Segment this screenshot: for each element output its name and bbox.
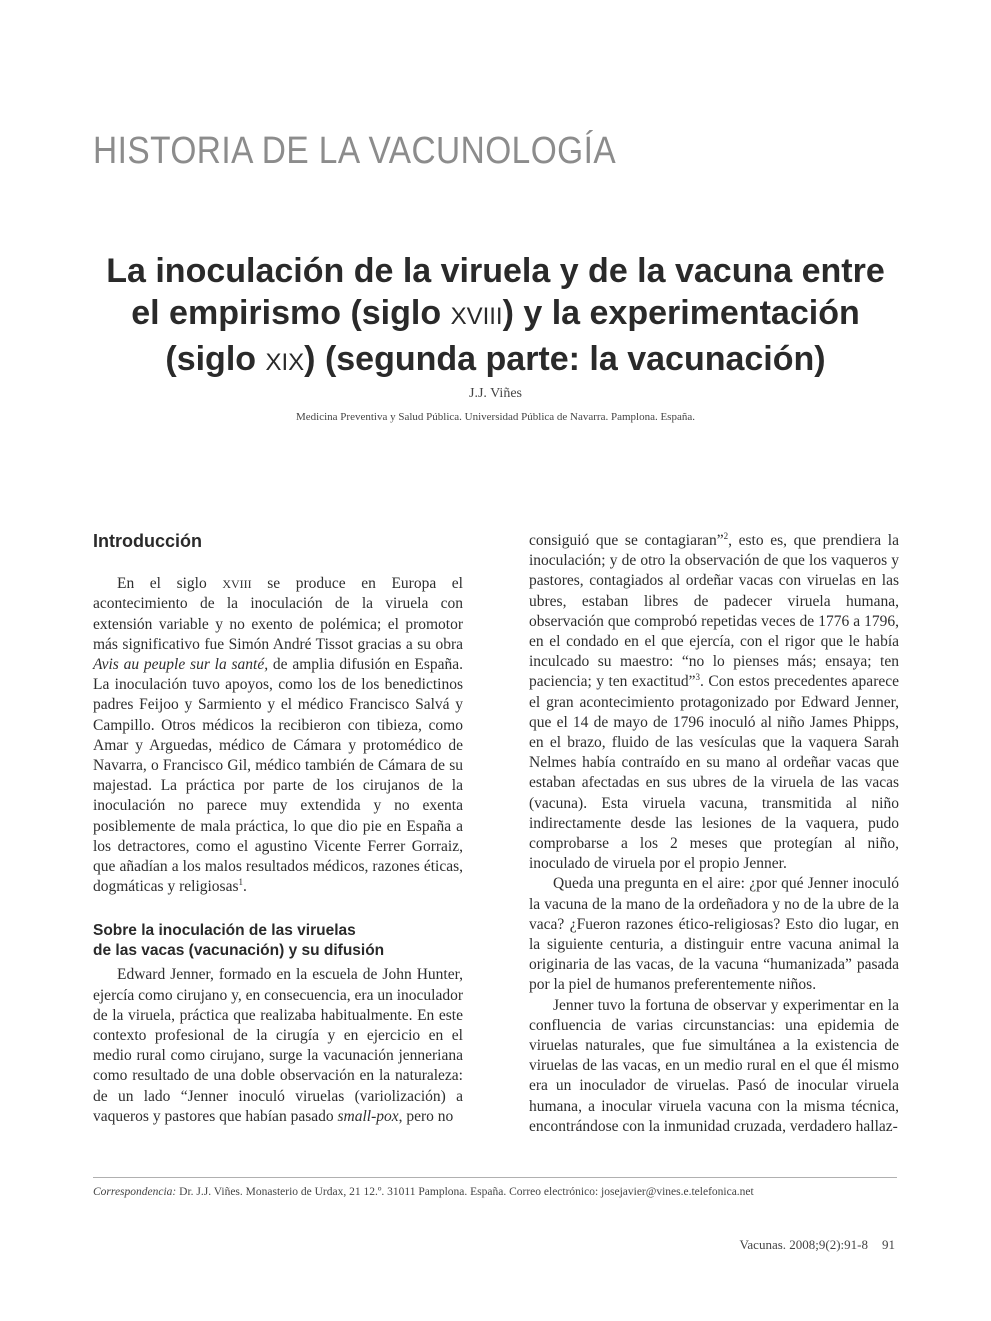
heading-introduction: Introducción (93, 531, 202, 551)
page-number: 91 (882, 1237, 895, 1252)
correspondence-footnote: Correspondencia: Dr. J.J. Viñes. Monasterio de Urdax, 21 12.º. 31011 Pamplona. España. Correo electrónico: josejavier@vines.e.telefonica.net (93, 1186, 754, 1198)
title-line-3: (siglo XIX) (segunda parte: la vacunación) (165, 340, 826, 378)
right-column (529, 531, 899, 1137)
section-header: HISTORIA DE LA VACUNOLOGÍA (93, 130, 617, 172)
reference-marker: 1 (238, 877, 243, 888)
heading-vaccination: Sobre la inoculación de las viruelas de las vacas (vacunación) y su difusión (93, 922, 385, 960)
reference-marker: 2 (723, 530, 729, 541)
paragraph-fortune: Jenner tuvo la fortuna de observar y experimentar en la confluencia de varias circunstancias: una epidemia de viruelas naturales, que fue simultánea a la existencia de viruelas de las vacas, en un medio rural en el que él mismo era un inoculador de viruelas. Pasó de inocular viruela humana, a inocular viruela vacuna con la misma técnica, encontrándose con la inmunidad cruzada, verdadero hallaz- (529, 996, 899, 1135)
century-small-caps: XVIII (450, 303, 503, 330)
work-title: Avis au peuple sur la santé, (93, 656, 269, 674)
article-title (60, 250, 931, 384)
footnote-divider (93, 1177, 897, 1178)
title-line-2: el empirismo (siglo XVIII) y la experimentación (131, 294, 860, 332)
paragraph-jenner: Edward Jenner, formado en la escuela de John Hunter, ejercía como cirujano y, en consecuencia, era un inoculador de la viruela, práctica que realizaba habitualmente. En este contexto profesional de la cirugía y en ejercicio en el medio rural como cirujano, surge la vacunación jenneriana como resultado de una doble observación en la naturaleza: de un lado “Jenner inoculó viruelas (variolización) a vaqueros y pastores que habían pasado small-pox, pero no (93, 966, 463, 1125)
paragraph-question: Queda una pregunta en el aire: ¿por qué Jenner inoculó la vacuna de la mano de la ordeñadora y no de la ubre de la vaca? ¿Fueron razones ético-religiosas? Esto dio lugar, en la siguiente centuria, a distinguir entre vacuna animal la originaria de las vacas, de la vacuna “humanizada” pasada por la piel de humanos preferentemente niños. (529, 875, 899, 994)
paragraph-continuation: consiguió que se contagiaran”$^2$, esto es, que prendiera la inoculación; y de otro la observación de que los vaqueros y pastores, contagiados al ordeñar vacas con viruelas en las ubres, estaban libres de padecer viruela humana, observación que comprobó repetidas veces de 1776 a 1796, en el condado en el que ejercía, con el rigor que le había inculcado su maestro: “no lo pienses más; ensaya; ten paciencia; y ten exactitud”$^3$. Con estos precedentes aparece el gran acontecimiento protagonizado por Edward Jenner, que el 14 de mayo de 1796 inoculó al niño James Phipps, en el brazo, fluido de las vesículas que la vaquera Sarah Nelmes había contraído en su mano al ordeñar vacas que estaban afectadas en sus ubres de la viruela de las vacas (vacuna). Esta viruela vacuna, transmitida al niño indirectamente desde las lesiones de la vaquera, pudo comprobarse a los 2 meses que protegían al niño, inoculado de viruela por el propio Jenner. (529, 530, 899, 873)
left-column (93, 531, 463, 1127)
journal-citation: Vacunas. 2008;9(2):91-8 91 (739, 1237, 895, 1252)
paragraph-intro: En el siglo XVIII se produce en Europa el acontecimiento de la inoculación de la viruela con extensión variable y no exento de polémica; el promotor más significativo fue Simón André Tissot gracias a su obra Avis au peuple sur la santé, de amplia difusión en España. La inoculación tuvo apoyos, como los de los benedictinos padres Feijoo y Sarmiento y el médico Francisco Salvá y Campillo. Otros médicos la recibieron con tibieza, como Amar y Arguedas, médico de Cámara y protomédico de Navarra, o Francisco Gil, médico también de Cámara de su majestad. La práctica por parte de los cirujanos de la inoculación no parece muy extendida y no exenta posiblemente de mala práctica, lo que dio pie en España a los detractores, como el agustino Vicente Ferrer Gorraiz, que añadían a los malos resultados médicos, razones éticas, dogmáticas y religiosas$^1$. (93, 575, 463, 896)
author-name: J.J. Viñes (469, 386, 522, 401)
italic-term: small-pox (337, 1107, 399, 1125)
author-affiliation: Medicina Preventiva y Salud Pública. Universidad Pública de Navarra. Pamplona. España. (296, 411, 695, 423)
reference-marker: 3 (695, 672, 701, 683)
title-line-1: La inoculación de la viruela y de la vacuna entre (106, 252, 885, 290)
century-small-caps: XIX (265, 349, 305, 376)
